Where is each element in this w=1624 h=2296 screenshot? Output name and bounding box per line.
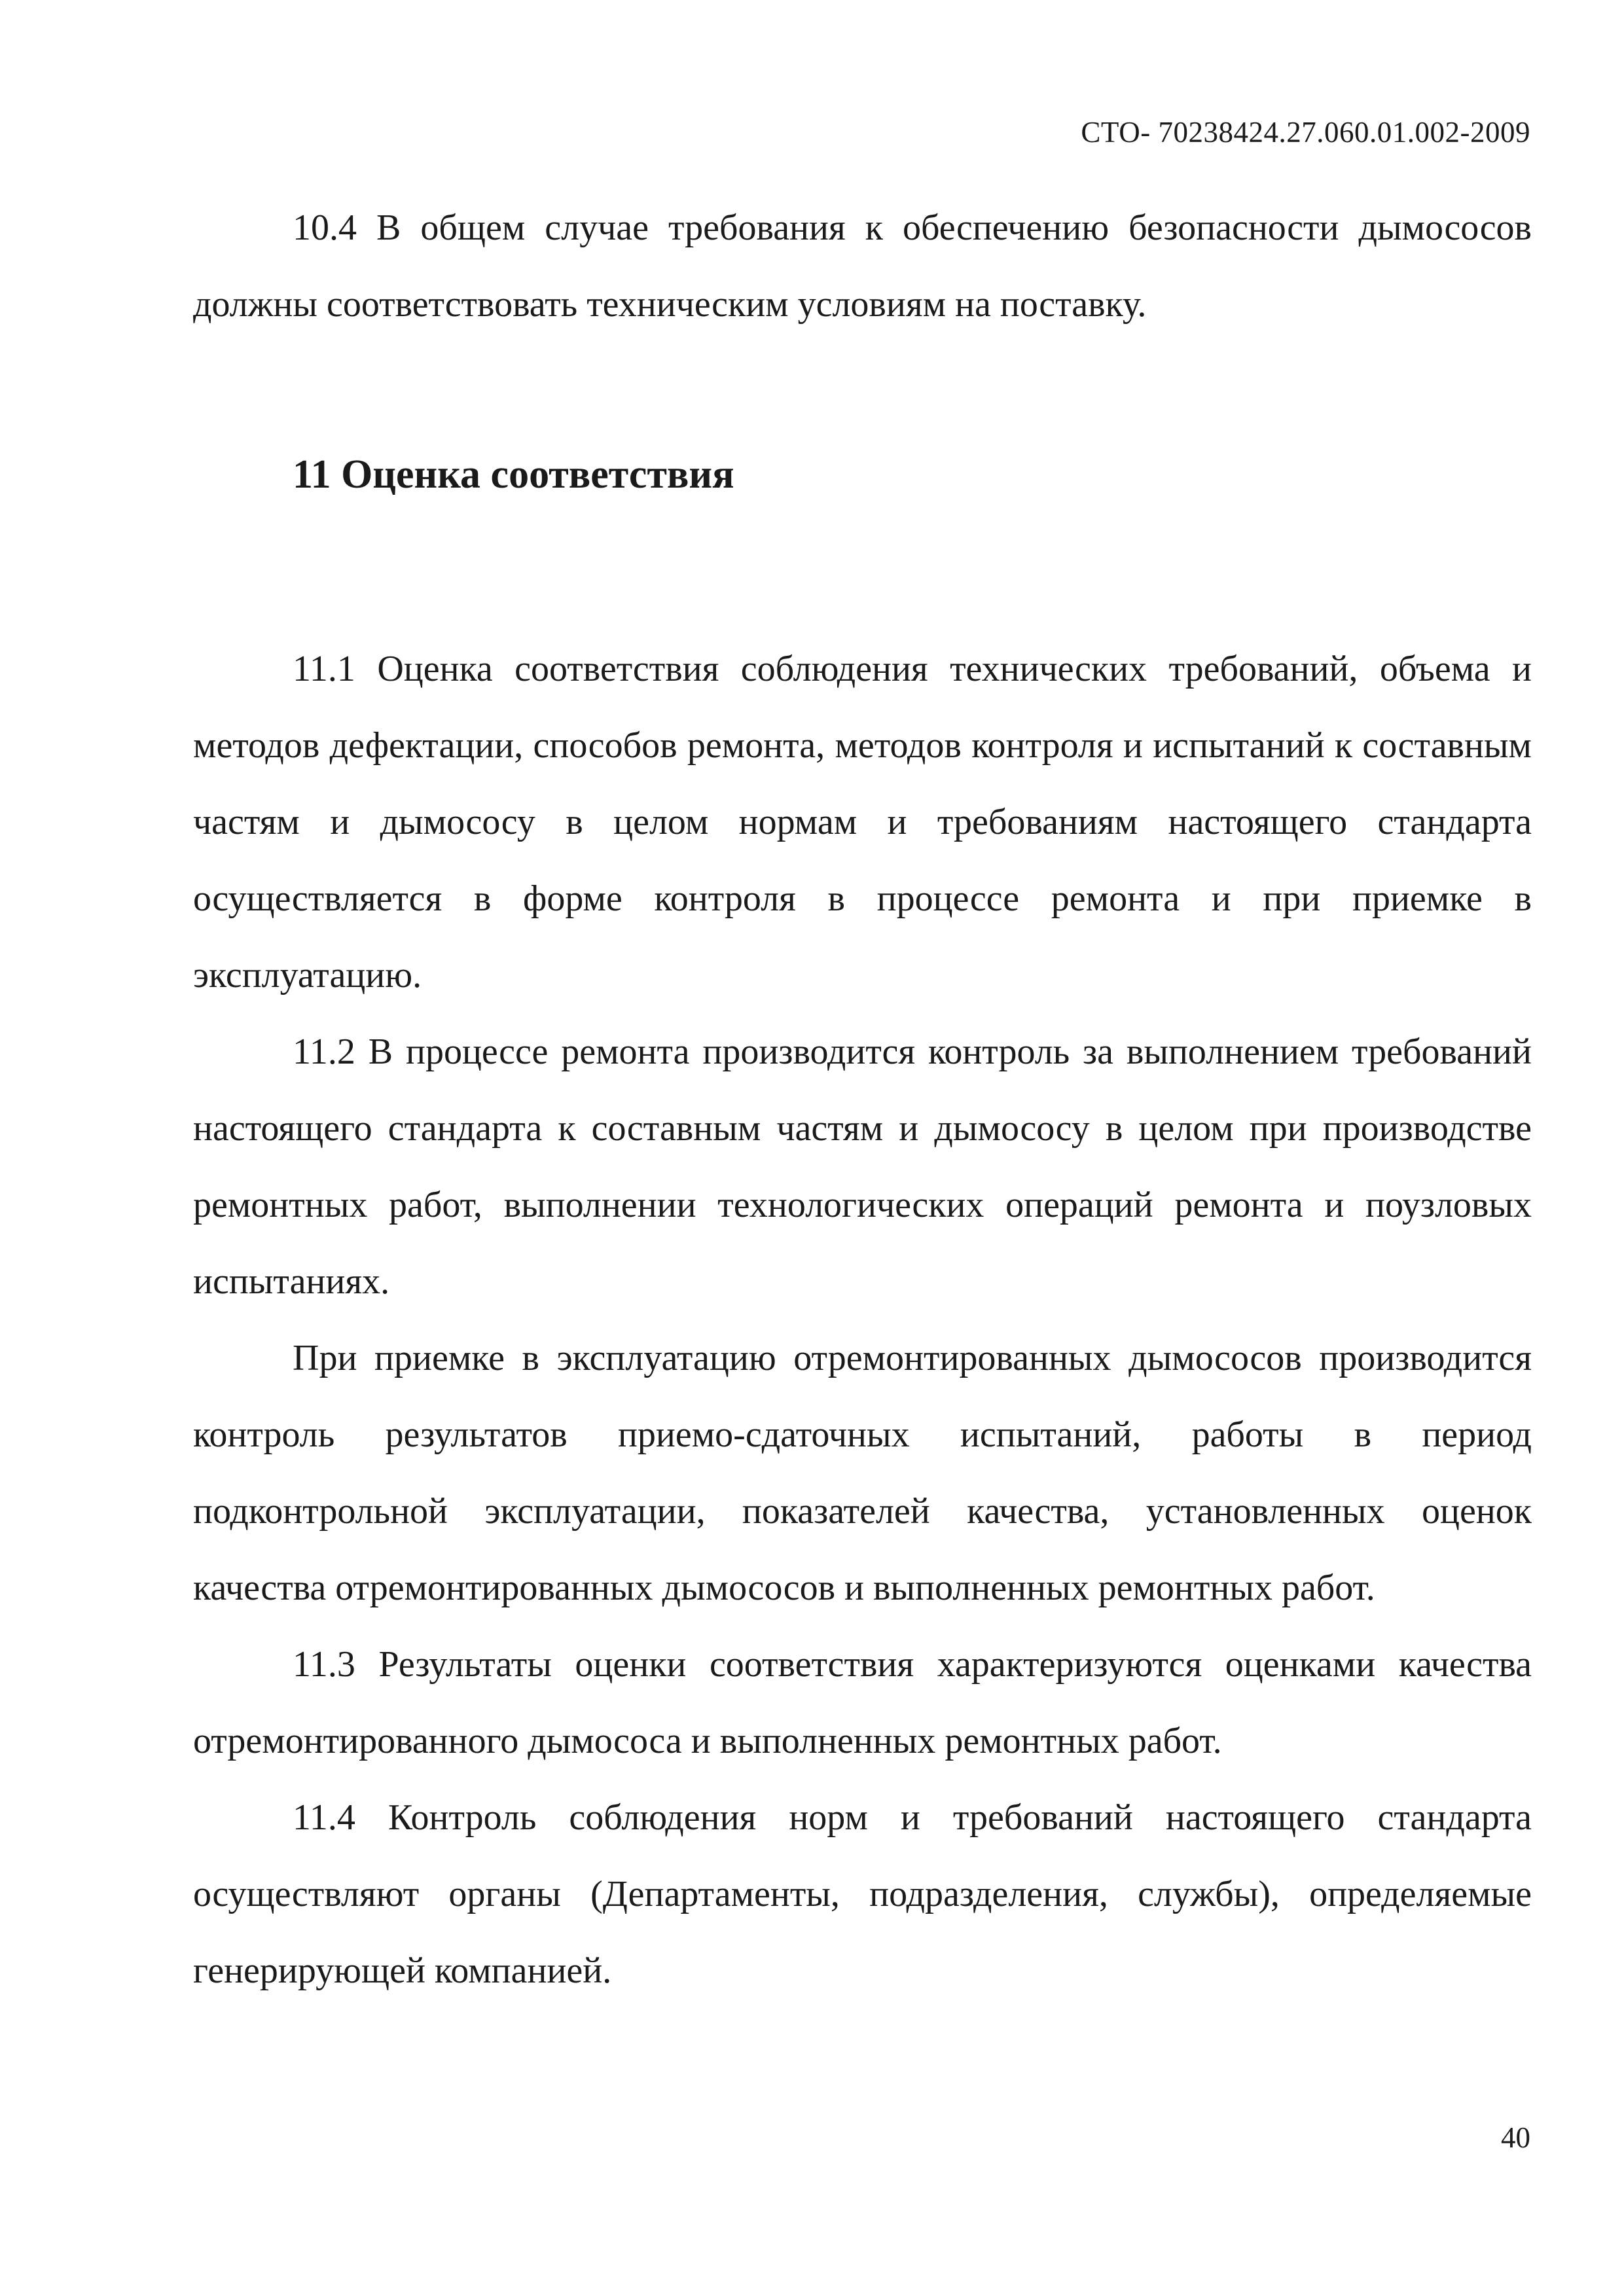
paragraph-acceptance: При приемке в эксплуатацию отремонтированных дымососов производится контроль результатов приемо-сдаточных испытаний, работы в период подконтрольной эксплуатации, показателей качества, установленных оценок качества отремонтированных дымососов и выполненных ремонтных работ.: [193, 1338, 1532, 1608]
section-10-text: [193, 190, 1532, 343]
paragraph-11-1: 11.1 Оценка соответствия соблюдения технических требований, объема и методов дефектации, способов ремонта, методов контроля и испытаний к составным частям и дымососу в целом нормам и требованиям настоящего стандарта осуществляется в форме контроля в процессе ремонта и при приемке в эксплуатацию.: [193, 649, 1532, 996]
section-11-text: [193, 631, 1532, 2009]
paragraph-10-4: 10.4 В общем случае требования к обеспечению безопасности дымососов должны соответствовать техническим условиям на поставку.: [193, 207, 1532, 325]
paragraph-11-3: 11.3 Результаты оценки соответствия характеризуются оценками качества отремонтированного дымососа и выполненных ремонтных работ.: [193, 1644, 1532, 1761]
page-number: 40: [1501, 2121, 1530, 2154]
section-heading-11: 11 Оценка соответствия: [293, 452, 734, 497]
document-code: СТО- 70238424.27.060.01.002-2009: [1081, 116, 1530, 149]
paragraph-11-4: 11.4 Контроль соблюдения норм и требований настоящего стандарта осуществляют органы (Департаменты, подразделения, службы), определяемые генерирующей компанией.: [193, 1797, 1532, 1991]
paragraph-11-2: 11.2 В процессе ремонта производится контроль за выполнением требований настоящего стандарта к составным частям и дымососу в целом при производстве ремонтных работ, выполнении технологических операций ремонта и поузловых испытаниях.: [193, 1031, 1532, 1302]
